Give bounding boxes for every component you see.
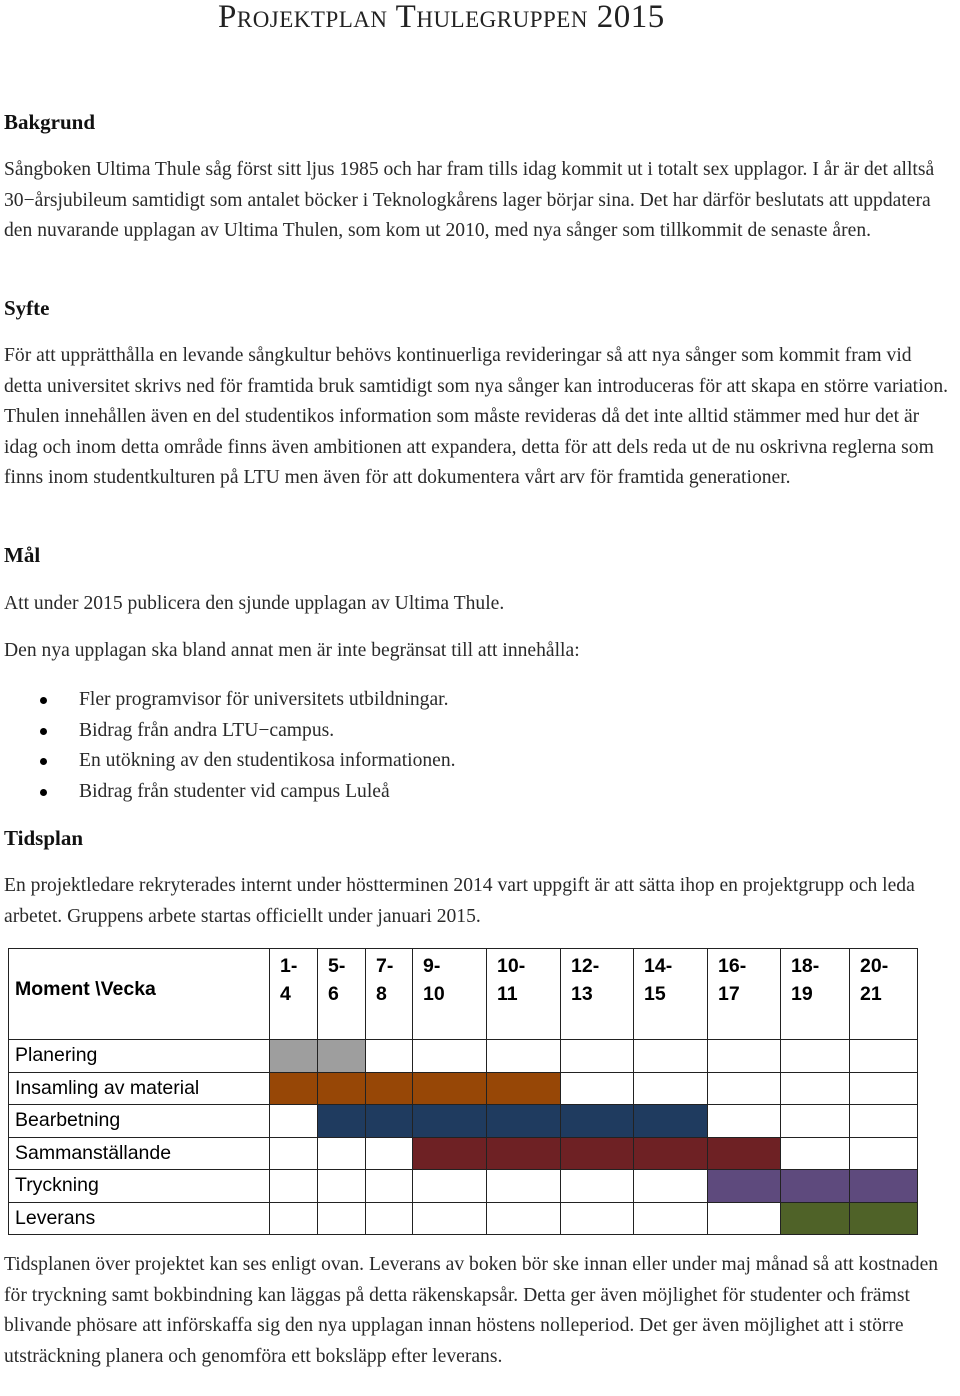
week-header: 9- 10 <box>413 949 487 1040</box>
task-label: Insamling av material <box>9 1072 270 1105</box>
week-header: 18- 19 <box>781 949 850 1040</box>
list-item <box>40 746 456 777</box>
gantt-empty-cell <box>318 1202 366 1235</box>
gantt-empty-cell <box>270 1137 318 1170</box>
page-title: Projektplan Thulegruppen 2015 <box>218 0 665 35</box>
gantt-empty-cell <box>708 1202 781 1235</box>
gantt-bar-cell <box>634 1105 708 1138</box>
gantt-empty-cell <box>634 1170 708 1203</box>
list-item-text: Bidrag från studenter vid campus Luleå <box>79 781 390 803</box>
gantt-bar-cell <box>270 1040 318 1073</box>
gantt-bar-cell <box>413 1105 487 1138</box>
list-item-text: Fler programvisor för universitets utbildningar. <box>79 689 449 710</box>
paragraph-mal-goal: Att under 2015 publicera den sjunde upplagan av Ultima Thule. <box>4 593 505 614</box>
gantt-empty-cell <box>366 1202 413 1235</box>
bullet-icon <box>40 789 47 796</box>
heading-syfte: Syfte <box>4 296 50 320</box>
gantt-empty-cell <box>781 1040 850 1073</box>
gantt-bar-cell <box>781 1202 850 1235</box>
schedule-corner-label: Moment \Vecka <box>9 949 270 1040</box>
gantt-bar-cell <box>318 1040 366 1073</box>
week-header: 12- 13 <box>561 949 634 1040</box>
bullet-icon <box>40 758 47 765</box>
gantt-empty-cell <box>487 1040 561 1073</box>
heading-bakgrund: Bakgrund <box>4 110 96 134</box>
gantt-bar-cell <box>708 1170 781 1203</box>
task-label: Tryckning <box>9 1170 270 1203</box>
task-label: Planering <box>9 1040 270 1073</box>
table-row <box>9 1105 918 1138</box>
paragraph-syfte: För att upprätthålla en levande sångkultur behövs kontinuerliga revideringar så att nya sånger som kommit fram vid detta universitet skrivs ned för framtida bruk samtidigt som nya sånger kan introduceras för att skapa en större variation. Thulen innehållen även en del studentikos information som måste revideras då det inte alltid stämmer med hur det är idag och inom detta område finns även ambitionen att expandera, detta för att dels reda ut de nu oskrivna reglerna som finns inom studentkulturen på LTU men även för att dokumentera vårt arv för framtida generationer. <box>4 345 949 488</box>
paragraph-mal-contents: Den nya upplagan ska bland annat men är inte begränsat till att innehålla: <box>4 640 580 661</box>
gantt-empty-cell <box>413 1170 487 1203</box>
task-label: Sammanställande <box>9 1137 270 1170</box>
list-item <box>40 777 456 808</box>
gantt-bar-cell <box>366 1072 413 1105</box>
gantt-empty-cell <box>708 1040 781 1073</box>
schedule-table <box>8 948 918 1235</box>
list-item <box>40 685 456 716</box>
paragraph-tidsplan-summary: Tidsplanen över projektet kan ses enligt ovan. Leverans av boken bör ske innan eller under maj månad så att kostnaden för tryckning samt bokbindning kan läggas på detta räkenskapsår. Detta ger även möjlighet för studenter och främst blivande phösare att införskaffa sig den nya upplagan innan höstens nolleperiod. Det ger även möjlighet att i större utsträckning planera och genomföra ett boksläpp efter leverans. <box>4 1254 939 1367</box>
week-header: 5- 6 <box>318 949 366 1040</box>
gantt-bar-cell <box>270 1072 318 1105</box>
gantt-bar-cell <box>487 1105 561 1138</box>
gantt-bar-cell <box>366 1105 413 1138</box>
task-label: Bearbetning <box>9 1105 270 1138</box>
paragraph-bakgrund: Sångboken Ultima Thule såg först sitt ljus 1985 och har fram tills idag kommit ut i totalt sex upplagor. I år är det alltså 30−årsjubileum samtidigt som antalet böcker i Teknologkårens lager börjar sina. Det har därför beslutats att uppdatera den nuvarande upplagan av Ultima Thulen, som kom ut 2010, med nya sånger som tillkommit de senaste åren. <box>4 159 935 241</box>
gantt-empty-cell <box>413 1202 487 1235</box>
gantt-empty-cell <box>561 1202 634 1235</box>
gantt-bar-cell <box>487 1072 561 1105</box>
heading-tidsplan: Tidsplan <box>4 826 84 850</box>
gantt-empty-cell <box>850 1137 918 1170</box>
gantt-empty-cell <box>634 1202 708 1235</box>
gantt-empty-cell <box>270 1202 318 1235</box>
week-header: 20- 21 <box>850 949 918 1040</box>
gantt-empty-cell <box>561 1170 634 1203</box>
gantt-bar-cell <box>850 1170 918 1203</box>
gantt-empty-cell <box>781 1105 850 1138</box>
gantt-empty-cell <box>366 1170 413 1203</box>
gantt-empty-cell <box>413 1040 487 1073</box>
week-header: 16- 17 <box>708 949 781 1040</box>
table-row <box>9 1072 918 1105</box>
list-item <box>40 716 456 747</box>
bullet-icon <box>40 728 47 735</box>
gantt-empty-cell <box>850 1040 918 1073</box>
list-item-text: En utökning av den studentikosa informationen. <box>79 750 456 772</box>
week-header: 7- 8 <box>366 949 413 1040</box>
gantt-empty-cell <box>318 1137 366 1170</box>
paragraph-tidsplan: En projektledare rekryterades internt under höstterminen 2014 vart uppgift är att sätta ihop en projektgrupp och leda arbetet. Gruppens arbete startas officiellt under januari 2015. <box>4 875 915 927</box>
heading-mal: Mål <box>4 543 41 567</box>
gantt-empty-cell <box>708 1105 781 1138</box>
gantt-bar-cell <box>850 1202 918 1235</box>
gantt-empty-cell <box>561 1040 634 1073</box>
gantt-empty-cell <box>781 1072 850 1105</box>
gantt-empty-cell <box>850 1105 918 1138</box>
week-header: 14- 15 <box>634 949 708 1040</box>
gantt-bar-cell <box>708 1137 781 1170</box>
gantt-bar-cell <box>634 1137 708 1170</box>
table-row <box>9 1202 918 1235</box>
gantt-empty-cell <box>366 1137 413 1170</box>
content-bullet-list <box>40 685 456 808</box>
gantt-empty-cell <box>781 1137 850 1170</box>
bullet-icon <box>40 697 47 704</box>
gantt-empty-cell <box>318 1170 366 1203</box>
gantt-empty-cell <box>634 1040 708 1073</box>
gantt-bar-cell <box>781 1170 850 1203</box>
gantt-empty-cell <box>270 1105 318 1138</box>
gantt-bar-cell <box>487 1137 561 1170</box>
week-header: 1- 4 <box>270 949 318 1040</box>
table-row <box>9 1170 918 1203</box>
table-row <box>9 1040 918 1073</box>
list-item-text: Bidrag från andra LTU−campus. <box>79 719 335 741</box>
task-label: Leverans <box>9 1202 270 1235</box>
gantt-empty-cell <box>708 1072 781 1105</box>
gantt-empty-cell <box>634 1072 708 1105</box>
gantt-empty-cell <box>850 1072 918 1105</box>
table-row <box>9 1137 918 1170</box>
gantt-empty-cell <box>487 1202 561 1235</box>
gantt-empty-cell <box>366 1040 413 1073</box>
schedule-header-row <box>9 949 918 1040</box>
gantt-bar-cell <box>318 1105 366 1138</box>
week-header: 10- 11 <box>487 949 561 1040</box>
gantt-empty-cell <box>487 1170 561 1203</box>
gantt-empty-cell <box>270 1170 318 1203</box>
gantt-bar-cell <box>561 1105 634 1138</box>
gantt-bar-cell <box>413 1072 487 1105</box>
gantt-bar-cell <box>561 1137 634 1170</box>
gantt-bar-cell <box>318 1072 366 1105</box>
gantt-bar-cell <box>413 1137 487 1170</box>
gantt-empty-cell <box>561 1072 634 1105</box>
